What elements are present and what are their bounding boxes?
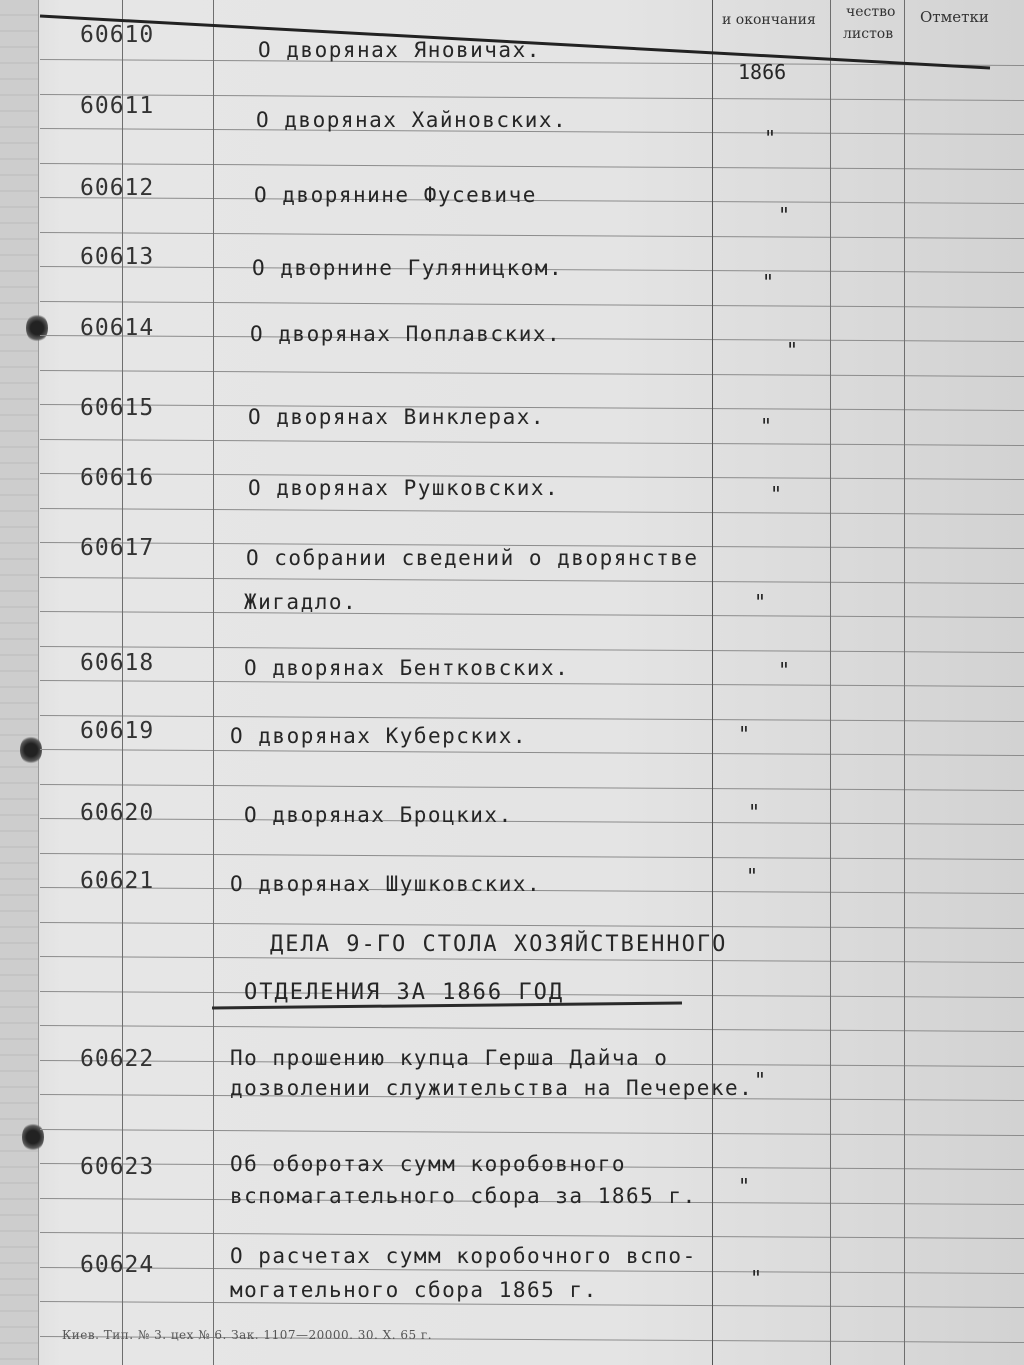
ruled-line bbox=[40, 508, 1024, 515]
entry-title: О расчетах сумм коробочного вспо- bbox=[230, 1244, 697, 1268]
entry-title: По прошению купца Герша Дайча о bbox=[230, 1046, 669, 1070]
ruled-line bbox=[40, 232, 1024, 239]
entry-number: 60620 bbox=[80, 800, 155, 826]
entry-title: О дворнине Гуляницком. bbox=[252, 256, 564, 280]
ruled-line bbox=[40, 853, 1024, 860]
entry-date: " bbox=[738, 722, 751, 746]
ruled-line bbox=[40, 611, 1024, 618]
column-divider bbox=[830, 0, 831, 1365]
ruled-line bbox=[40, 818, 1024, 825]
entry-number: 60618 bbox=[80, 650, 155, 676]
entry-date: " bbox=[770, 482, 783, 506]
entry-title: О дворянах Хайновских. bbox=[256, 108, 568, 132]
entry-number: 60621 bbox=[80, 868, 155, 894]
column-divider bbox=[712, 0, 713, 1365]
entry-title-continuation: могательного сбора 1865 г. bbox=[230, 1278, 598, 1302]
page-binding-edge bbox=[0, 0, 39, 1365]
ruled-line bbox=[40, 1129, 1024, 1136]
entry-date: " bbox=[778, 203, 791, 227]
entry-title: О дворянах Броцких. bbox=[244, 803, 513, 827]
ruled-line bbox=[40, 1267, 1024, 1274]
entry-date: " bbox=[760, 414, 773, 438]
column-divider bbox=[213, 0, 214, 1365]
binder-hole bbox=[26, 313, 48, 343]
entry-number: 60624 bbox=[80, 1252, 155, 1278]
entry-date: 1866 bbox=[738, 60, 787, 84]
ruled-line bbox=[40, 646, 1024, 653]
entry-number: 60615 bbox=[80, 395, 155, 421]
ruled-line bbox=[40, 749, 1024, 756]
entry-number: 60619 bbox=[80, 718, 155, 744]
binder-hole bbox=[22, 1122, 44, 1152]
header-sheets-column-line2: листов bbox=[843, 26, 894, 42]
binder-hole bbox=[20, 735, 42, 765]
ruled-line bbox=[40, 680, 1024, 687]
header-sheets-column: чество bbox=[846, 4, 896, 20]
ruled-line bbox=[40, 370, 1024, 377]
ruled-line bbox=[40, 1025, 1024, 1032]
entry-title: Об оборотах сумм коробовного bbox=[230, 1152, 627, 1176]
entry-date: " bbox=[748, 800, 761, 824]
printer-imprint: Киев. Тип. № 3. цех № 6. Зак. 1107—20000. 30. X. 65 г. bbox=[62, 1328, 433, 1342]
entry-number: 60612 bbox=[80, 175, 155, 201]
entry-title: О дворянах Шушковских. bbox=[230, 872, 542, 896]
entry-title-continuation: вспомагательного сбора за 1865 г. bbox=[230, 1184, 697, 1208]
entry-number: 60617 bbox=[80, 535, 155, 561]
ruled-line bbox=[40, 577, 1024, 584]
ruled-line bbox=[40, 922, 1024, 929]
header-notes-column: Отметки bbox=[920, 8, 989, 26]
entry-title-continuation: Жигадло. bbox=[244, 590, 358, 614]
column-divider bbox=[904, 0, 905, 1365]
ruled-line bbox=[40, 1301, 1024, 1308]
entry-title: О дворянине Фусевиче bbox=[254, 183, 537, 207]
ruled-line bbox=[40, 163, 1024, 170]
ruled-line bbox=[40, 439, 1024, 446]
entry-number: 60623 bbox=[80, 1154, 155, 1180]
entry-number: 60622 bbox=[80, 1046, 155, 1072]
section-heading-line2: ОТДЕЛЕНИЯ ЗА 1866 ГОД bbox=[244, 980, 565, 1005]
entry-number: 60614 bbox=[80, 315, 155, 341]
entry-date: " bbox=[762, 270, 775, 294]
ruled-line bbox=[40, 784, 1024, 791]
ruled-line bbox=[40, 715, 1024, 722]
entry-date: " bbox=[750, 1266, 763, 1290]
entry-number: 60616 bbox=[80, 465, 155, 491]
entry-date: " bbox=[746, 864, 759, 888]
ruled-line bbox=[40, 94, 1024, 101]
entry-date: " bbox=[738, 1174, 751, 1198]
entry-title: О дворянах Куберских. bbox=[230, 724, 528, 748]
ruled-line bbox=[40, 1232, 1024, 1239]
entry-number: 60610 bbox=[80, 22, 155, 48]
ruled-line bbox=[40, 956, 1024, 963]
section-heading: ДЕЛА 9-ГО СТОЛА ХОЗЯЙСТВЕННОГО bbox=[270, 932, 728, 957]
header-dates-column: и окончания bbox=[722, 12, 816, 28]
entry-number: 60613 bbox=[80, 244, 155, 270]
entry-title: О дворянах Яновичах. bbox=[258, 38, 541, 62]
entry-date: " bbox=[786, 338, 799, 362]
entry-date: " bbox=[754, 1068, 767, 1092]
entry-title: О дворянах Бентковских. bbox=[244, 656, 570, 680]
entry-title: О дворянах Поплавских. bbox=[250, 322, 562, 346]
entry-date: " bbox=[754, 590, 767, 614]
entry-title: О дворянах Винклерах. bbox=[248, 405, 546, 429]
entry-date: " bbox=[764, 126, 777, 150]
entry-title: О дворянах Рушковских. bbox=[248, 476, 560, 500]
entry-number: 60611 bbox=[80, 93, 155, 119]
entry-title-continuation: дозволении служительства на Печереке. bbox=[230, 1076, 754, 1100]
entry-title: О собрании сведений о дворянстве bbox=[246, 546, 699, 570]
entry-date: " bbox=[778, 658, 791, 682]
ruled-line bbox=[40, 301, 1024, 308]
